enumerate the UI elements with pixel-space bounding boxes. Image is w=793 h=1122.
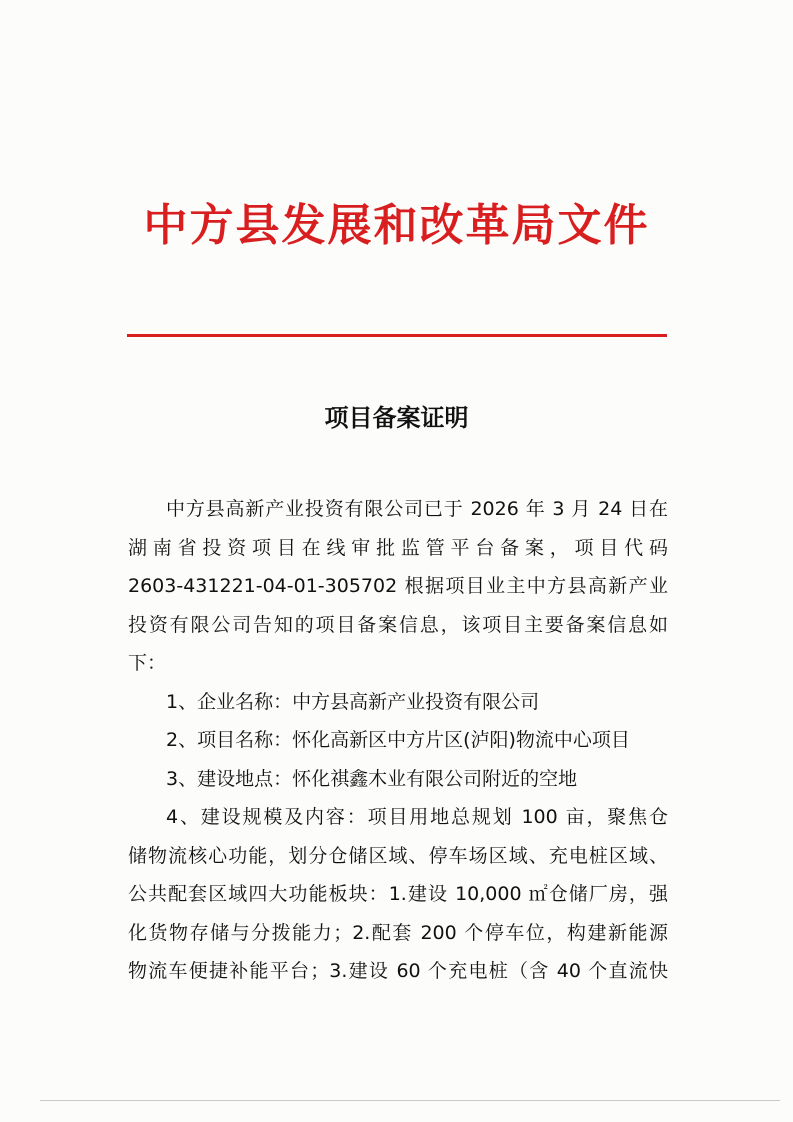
list-item-company-name: 1、企业名称：中方县高新产业投资有限公司 <box>166 690 540 713</box>
body-line: 湖南省投资项目在线审批监管平台备案，项目代码 <box>128 536 668 559</box>
body-line: 物流车便捷补能平台；3.建设 60 个充电桩（含 40 个直流快 <box>128 960 668 982</box>
body-line: 下： <box>128 652 167 674</box>
body-line: 化货物存储与分拨能力；2.配套 200 个停车位，构建新能源 <box>128 921 668 944</box>
list-item-project-name: 2、项目名称：怀化高新区中方片区(泸阳)物流中心项目 <box>166 729 630 751</box>
red-separator-line <box>127 334 667 337</box>
list-item-location: 3、建设地点：怀化祺鑫木业有限公司附近的空地 <box>166 767 578 790</box>
issuer-header-title: 中方县发展和改革局文件 <box>143 200 650 251</box>
body-line: 中方县高新产业投资有限公司已于 2026 年 3 月 24 日在 <box>166 498 668 520</box>
body-line: 2603-431221-04-01-305702 根据项目业主中方县高新产业 <box>128 575 668 597</box>
list-item-scale-content: 4、建设规模及内容：项目用地总规划 100 亩，聚焦仓 <box>166 806 668 828</box>
body-line: 投资有限公司告知的项目备案信息，该项目主要备案信息如 <box>128 613 668 636</box>
body-line: 公共配套区域四大功能板块：1.建设 10,000 ㎡仓储厂房，强 <box>128 883 668 905</box>
page-bottom-edge-line <box>40 1100 780 1101</box>
document-title: 项目备案证明 <box>324 404 469 432</box>
document-body <box>128 490 668 991</box>
body-line: 储物流核心功能，划分仓储区域、停车场区域、充电桩区域、 <box>128 844 668 867</box>
